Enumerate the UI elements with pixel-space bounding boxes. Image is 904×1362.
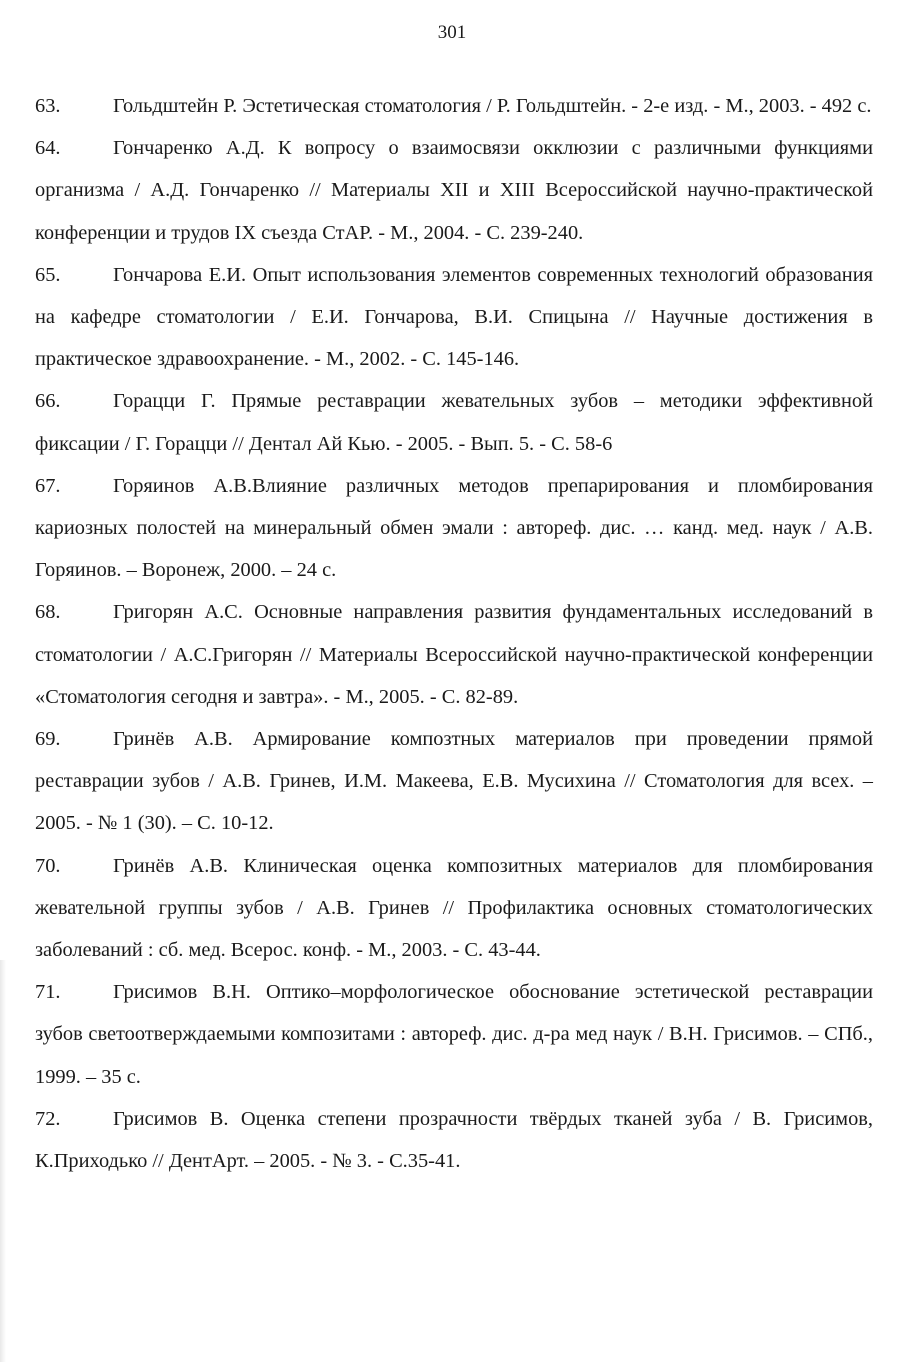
bibliography-entry (35, 127, 873, 254)
entry-number: 63. (35, 95, 61, 117)
entry-text: Григорян А.С. Основные направления развития фундаментальных исследований в стоматологии / А.С.Григорян // Материалы Всероссийской научно-практической конференции «Стоматология сегодня и завтра». - М., 2005. - С. 82-89. (35, 601, 873, 708)
entry-number: 64. (35, 137, 61, 160)
entry-number: 70. (35, 854, 61, 877)
bibliography-entry (35, 380, 873, 464)
scan-edge-shadow (0, 960, 6, 1362)
entry-text: Гольдштейн Р. Эстетическая стоматология / Р. Гольдштейн. - 2-е изд. - М., 2003. - 492 с. (113, 95, 872, 117)
bibliography-entry (35, 971, 873, 1098)
entry-text: Горацци Г. Прямые реставрации жевательных зубов – методики эффективной фиксации / Г. Горацци // Дентал Ай Кью. - 2005. - Вып. 5. - С. 58-6 (35, 390, 873, 455)
page-number: 301 (437, 22, 467, 43)
entry-number: 69. (35, 728, 61, 751)
entry-number: 66. (35, 390, 61, 413)
entry-text: Грисимов В. Оценка степени прозрачности твёрдых тканей зуба / В. Грисимов, К.Приходько // ДентАрт. – 2005. - № 3. - С.35-41. (35, 1107, 873, 1173)
entry-number: 65. (35, 263, 61, 286)
bibliography-entry (35, 465, 873, 592)
bibliography-entry (35, 254, 873, 381)
entry-number: 68. (35, 601, 61, 624)
entry-text: Грисимов В.Н. Оптико–морфологическое обоснование эстетической реставрации зубов светоотверждаемыми композитами : автореф. дис. д-ра мед наук / В.Н. Грисимов. – СПб., 1999. – 35 с. (35, 981, 873, 1088)
bibliography-entry (35, 591, 873, 718)
bibliography-entry (35, 1098, 873, 1182)
entry-text: Гончаренко А.Д. К вопросу о взаимосвязи окклюзии с различными функциями организма / А.Д. Гончаренко // Материалы XII и XIII Всероссийской научно-практической конференции и трудов IX съезда СтАР. - М., 2004. - С. 239-240. (35, 137, 873, 244)
bibliography-entry (35, 718, 873, 845)
bibliography-entry (35, 85, 873, 127)
entry-text: Гринёв А.В. Армирование композтных материалов при проведении прямой реставрации зубов / А.В. Гринев, И.М. Макеева, Е.В. Мусихина // Стоматология для всех. – 2005. - № 1 (30). – С. 10-12. (35, 728, 873, 835)
entry-text: Горяинов А.В.Влияние различных методов препарирования и пломбирования кариозных полостей на минеральный обмен эмали : автореф. дис. … канд. мед. наук / А.В. Горяинов. – Воронеж, 2000. – 24 с. (35, 474, 873, 582)
entry-text: Гончарова Е.И. Опыт использования элементов современных технологий образования на кафедре стоматологии / Е.И. Гончарова, В.И. Спицына // Научные достижения в практическое здравоохранение. - М., 2002. - С. 145-146. (35, 263, 873, 371)
entry-number: 72. (35, 1107, 61, 1130)
bibliography-entry (35, 845, 873, 972)
entry-number: 71. (35, 981, 61, 1004)
entry-number: 67. (35, 474, 61, 497)
bibliography-list (35, 85, 873, 1182)
entry-text: Гринёв А.В. Клиническая оценка композитных материалов для пломбирования жевательной группы зубов / А.В. Гринев // Профилактика основных стоматологических заболеваний : сб. мед. Всерос. конф. - М., 2003. - С. 43-44. (35, 854, 873, 962)
